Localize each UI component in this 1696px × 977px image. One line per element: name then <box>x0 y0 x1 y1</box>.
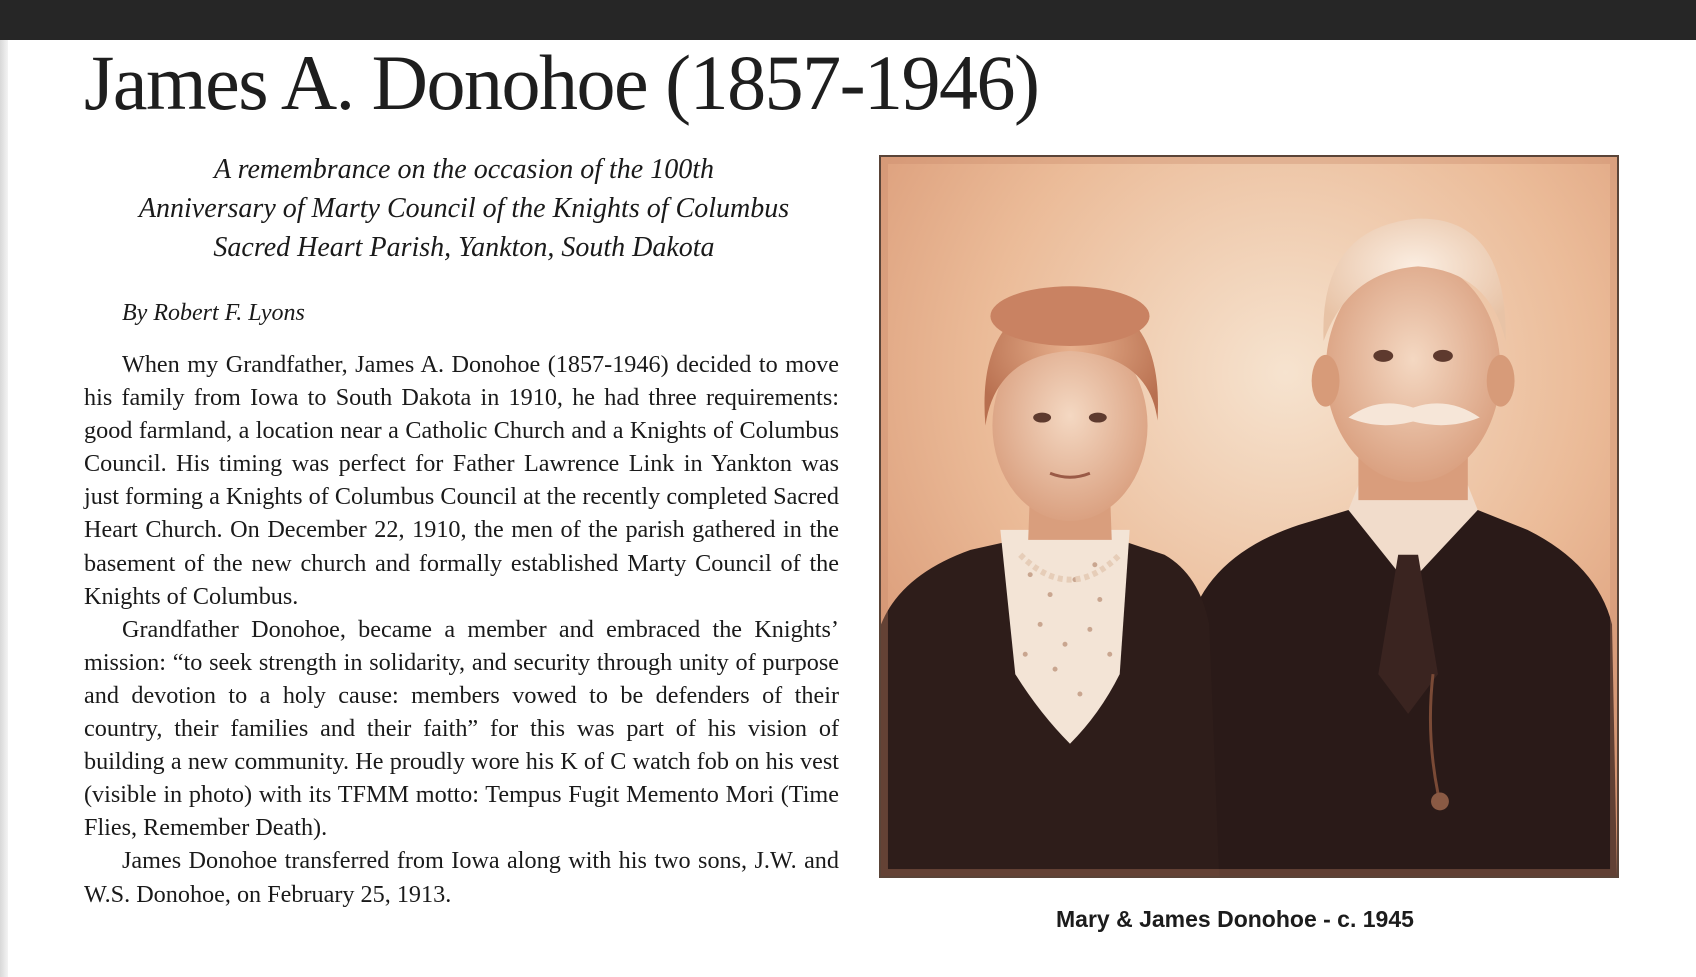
man-ear-left <box>1312 355 1340 407</box>
subtitle-line: Anniversary of Marty Council of the Knights of Columbus <box>138 193 790 224</box>
man-eye-right <box>1433 350 1453 362</box>
portrait-photo <box>879 155 1619 878</box>
subtitle-line: A remembrance on the occasion of the 100th <box>213 154 714 185</box>
page-edge-shadow <box>0 40 8 977</box>
subtitle-line: Sacred Heart Parish, Yankton, South Dakota <box>213 232 715 263</box>
watch-fob <box>1431 792 1449 810</box>
article-title: James A. Donohoe (1857-1946) <box>84 39 1039 126</box>
body-paragraph: James Donohoe transferred from Iowa along with his two sons, J.W. and W.S. Donohoe, on February 25, 1913. <box>84 847 839 908</box>
body-paragraph: When my Grandfather, James A. Donohoe (1857-1946) decided to move his family from Iowa to South Dakota in 1910, he had three requirements: good farmland, a location near a Catholic Church and a Knights of Columbus Council. His timing was perfect for Father Lawrence Link in Yankton was just forming a Knights of Columbus Council at the recently completed Sacred Heart Church. On December 22, 1910, the men of the parish gathered in the basement of the new church and formally established Marty Council of the Knights of Columbus. <box>84 351 839 610</box>
article-body <box>84 348 839 911</box>
woman-eye-right <box>1089 413 1107 423</box>
man-eye-left <box>1373 350 1393 362</box>
top-border-bar <box>0 0 1696 40</box>
article-subtitle <box>84 150 844 267</box>
photo-caption: Mary & James Donohoe - c. 1945 <box>1056 906 1414 932</box>
woman-eye-left <box>1033 413 1051 423</box>
man-ear-right <box>1487 355 1515 407</box>
portrait-illustration <box>881 157 1617 876</box>
author-byline: By Robert F. Lyons <box>122 300 305 326</box>
woman-hair-top <box>990 286 1149 346</box>
body-paragraph: Grandfather Donohoe, became a member and embraced the Knights’ mission: “to seek strength in solidarity, and security through unity of purpose and devotion to a holy cause: members vowed to be defenders of their country, their families and their faith” for this was part of his vision of building a new community. He proudly wore his K of C watch fob on his vest (visible in photo) with its TFMM motto: Tempus Fugit Memento Mori (Time Flies, Remember Death). <box>84 615 839 842</box>
